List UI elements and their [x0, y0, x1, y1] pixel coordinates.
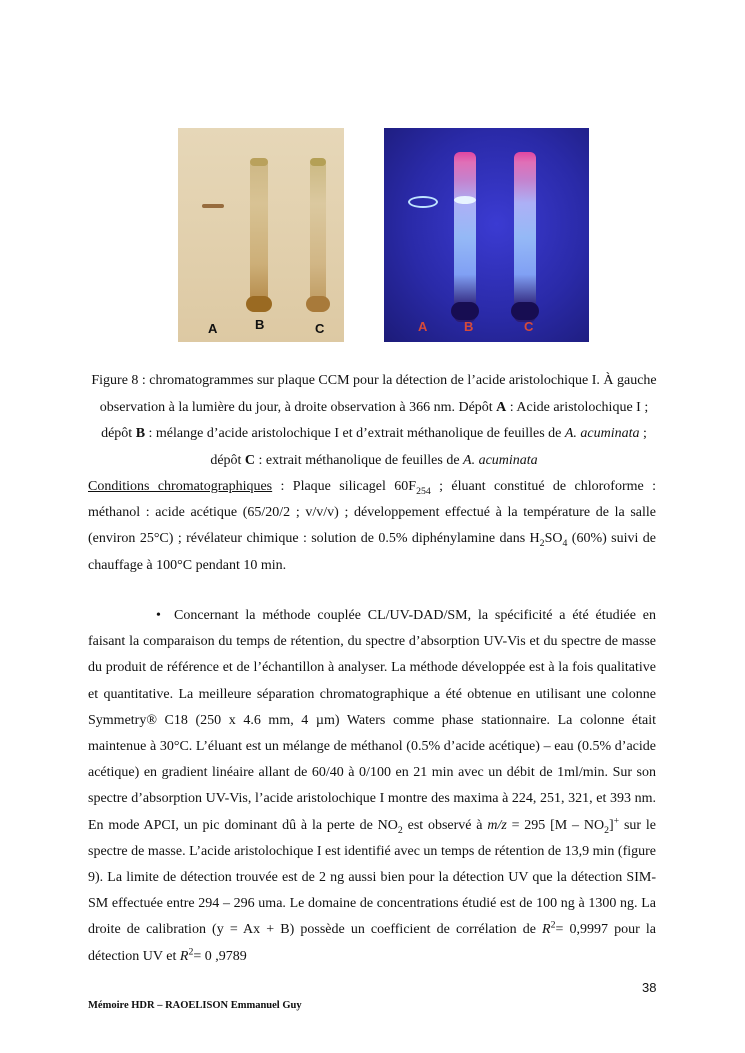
daylight-plate — [178, 128, 344, 342]
left-label-b: B — [255, 317, 265, 332]
caption-text: Figure 8 : chromatogrammes sur plaque CCM pour la détection de l’acide aristolochique I. À gauche observation à la lumière du jour, à droite observation à 366 nm. Dépôt — [91, 373, 657, 415]
uv-lane-b-ring — [454, 196, 476, 204]
lane-a-spot — [202, 204, 224, 208]
superscript: + — [613, 814, 620, 826]
body-text: sur le spectre de masse. L’acide aristolochique I est identifié avec un temps de rétention de 13,9 min (figure 9). La limite de détection trouvée est de 2 ng aussi bien pour la détection UV que la détection SIM-SM effectuée entre 294 – 296 uma. Le domaine de concentrations étudié est de 100 ng à 1300 ng. La droite de calibration (y = Ax + B) possède un coefficient de corrélation de — [88, 817, 657, 938]
body-text: ] — [608, 817, 614, 833]
conditions-text: : Plaque silicagel 60F — [272, 479, 417, 494]
subscript: 2 — [604, 824, 609, 836]
species-name: A. acuminata — [463, 452, 538, 468]
main-paragraph — [88, 603, 656, 970]
superscript: 2 — [550, 919, 556, 931]
right-label-b: B — [464, 319, 474, 334]
page-footer: Mémoire HDR – RAOELISON Emmanuel Guy — [88, 1000, 302, 1011]
lane-c-top-spot — [310, 158, 326, 166]
page-number: 38 — [642, 980, 657, 995]
body-text: = 0 ,9789 — [193, 948, 247, 964]
tlc-figure — [178, 128, 589, 342]
subscript: 2 — [539, 538, 545, 550]
left-label-c: C — [315, 321, 325, 336]
conditions-text: ; éluant constitué de chloroforme : méthanol : acide acétique (65/20/2 ; v/v/v) ; développement effectué à la température de la salle (environ 25°C) ; révélateur chimique : solution de 0.5% diphénylamine dans H — [88, 479, 656, 547]
mz-symbol: m/z — [487, 817, 507, 833]
lane-c-streak — [310, 158, 326, 310]
depot-c: C — [244, 452, 256, 468]
conditions-text: SO — [544, 531, 563, 547]
caption-text: : Acide aristolochique I ; dépôt — [101, 399, 649, 441]
depot-b: B — [135, 426, 146, 441]
body-text: est observé à — [402, 817, 488, 833]
left-label-a: A — [208, 321, 218, 336]
uv-lane-b-streak — [454, 152, 476, 322]
uv-lane-b-origin — [451, 302, 479, 320]
uv-lane-c-origin — [511, 302, 539, 320]
body-text: = 295 [M – NO — [506, 817, 605, 833]
lane-b-streak — [250, 158, 268, 310]
superscript: 2 — [188, 945, 194, 957]
species-name: A. acuminata — [564, 426, 640, 441]
r-symbol: R — [179, 948, 189, 964]
caption-text: ; dépôt — [210, 426, 647, 468]
conditions-text: (60%) suivi de chauffage à 100°C pendant 10 min. — [88, 531, 657, 573]
conditions-paragraph — [88, 474, 656, 579]
subscript: 4 — [562, 538, 568, 550]
body-text: Concernant la méthode couplée CL/UV-DAD/SM, la spécificité a été étudiée en faisant la comparaison du temps de rétention, du spectre d’absorption UV-Vis et du spectre de masse du produit de référence et de l’échantillon à analyser. La méthode développée est à la fois qualitative et quantitative. La meilleure séparation chromatographique a été obtenue en utilisant une colonne Symmetry® C18 (250 x 4.6 mm, 4 µm) Waters comme phase stationnaire. La colonne était maintenue à 30°C. L’éluant est un mélange de méthanol (0.5% d’acide acétique) – eau (0.5% d’acide acétique) en gradient linéaire allant de 60/40 à 0/100 en 21 min avec un débit de 1ml/min. Sur son spectre d’absorption UV-Vis, l’acide aristolochique I montre des maxima à 224, 251, 321, et 393 nm. En mode APCI, un pic dominant dû à la perte de NO — [88, 608, 656, 833]
lane-b-origin-spot — [246, 296, 272, 312]
uv-plate — [384, 128, 589, 342]
right-label-c: C — [524, 319, 534, 334]
caption-text: : extrait méthanolique de feuilles de — [255, 452, 464, 468]
r-symbol: R — [542, 922, 551, 938]
lane-b-top-spot — [250, 158, 268, 166]
subscript: 254 — [416, 485, 431, 497]
depot-a: A — [496, 399, 507, 415]
uv-lane-c-streak — [514, 152, 536, 322]
right-label-a: A — [418, 319, 428, 334]
uv-lane-a-ring — [408, 196, 438, 208]
lane-c-origin-spot — [306, 296, 330, 312]
caption-text: : mélange d’acide aristolochique I et d’extrait méthanolique de feuilles de — [145, 426, 565, 441]
subscript: 2 — [397, 824, 403, 836]
body-text: = 0,9997 pour la détection UV et — [88, 922, 656, 964]
conditions-heading: Conditions chromatographiques — [88, 479, 273, 494]
bullet-marker: • — [156, 608, 161, 623]
figure-caption — [88, 368, 660, 474]
